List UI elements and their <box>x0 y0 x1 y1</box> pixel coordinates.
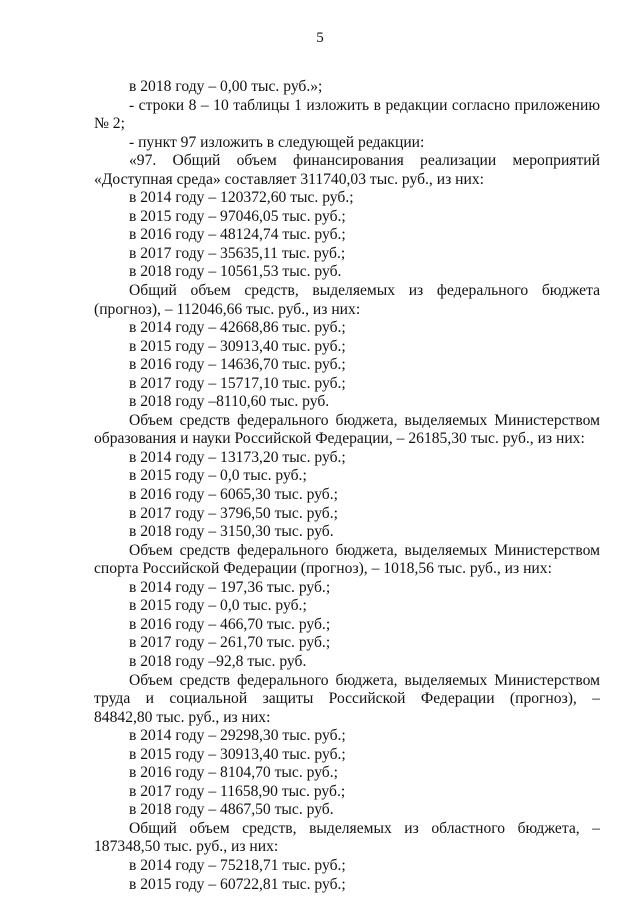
text-line: Общий объем средств, выделяемых из областного бюджета, – <box>129 819 600 837</box>
text-line: в 2018 году – 0,00 тыс. руб.»; <box>129 78 323 95</box>
text-line: в 2014 году – 120372,60 тыс. руб.; <box>129 189 354 207</box>
text-line: «97. Общий объем финансирования реализации мероприятий <box>129 152 600 170</box>
text-line: в 2018 году – 10561,53 тыс. руб. <box>129 263 342 281</box>
text-line: «Доступная среда» составляет 311740,03 тыс. руб., из них: <box>94 170 484 188</box>
text-line: в 2015 году – 60722,81 тыс. руб.; <box>129 875 346 893</box>
text-line: в 2014 году – 42668,86 тыс. руб.; <box>129 319 346 337</box>
text-line: в 2014 году – 197,36 тыс. руб.; <box>129 578 331 596</box>
text-line: в 2014 году – 75218,71 тыс. руб.; <box>129 856 346 874</box>
text-line: - пункт 97 изложить в следующей редакции: <box>129 133 425 151</box>
text-line: в 2015 году – 97046,05 тыс. руб.; <box>129 207 346 225</box>
text-line: 187348,50 тыс. руб., из них: <box>94 838 279 856</box>
text-line: в 2016 году – 48124,74 тыс. руб.; <box>129 226 346 244</box>
text-line: Общий объем средств, выделяемых из федерального бюджета <box>129 282 600 300</box>
text-line: образования и науки Российской Федерации, – 26185,30 тыс. руб., из них: <box>94 430 585 448</box>
text-line: в 2015 году – 0,0 тыс. руб.; <box>129 467 307 485</box>
text-line: в 2018 году – 4867,50 тыс. руб. <box>129 801 334 819</box>
text-line: в 2017 году – 3796,50 тыс. руб.; <box>129 504 338 522</box>
text-line: в 2014 году – 29298,30 тыс. руб.; <box>129 727 346 745</box>
text-line: в 2016 году – 8104,70 тыс. руб.; <box>129 764 338 782</box>
text-line: в 2016 году – 14636,70 тыс. руб.; <box>129 356 346 374</box>
text-line: в 2016 году – 466,70 тыс. руб.; <box>129 615 331 633</box>
text-line: в 2014 году – 13173,20 тыс. руб.; <box>129 448 346 466</box>
text-line: в 2016 году – 6065,30 тыс. руб.; <box>129 486 338 504</box>
text-line: в 2017 году – 261,70 тыс. руб.; <box>129 634 331 652</box>
text-line: Объем средств федерального бюджета, выделяемых Министерством <box>129 671 600 689</box>
text-line: спорта Российской Федерации (прогноз), – 1018,56 тыс. руб., из них: <box>94 560 552 578</box>
text-line: № 2; <box>94 115 125 133</box>
document-body <box>94 78 600 894</box>
text-line: 84842,80 тыс. руб., из них: <box>94 708 271 726</box>
text-line: в 2018 году –92,8 тыс. руб. <box>129 652 307 670</box>
text-line: в 2018 году – 3150,30 тыс. руб. <box>129 523 334 541</box>
text-line: в 2015 году – 0,0 тыс. руб.; <box>129 597 307 615</box>
text-line: в 2017 году – 35635,11 тыс. руб.; <box>129 244 346 262</box>
text-line: (прогноз), – 112046,66 тыс. руб., из них: <box>94 300 361 318</box>
text-line: в 2017 году – 15717,10 тыс. руб.; <box>129 374 346 392</box>
text-line: Объем средств федерального бюджета, выделяемых Министерством <box>129 541 600 559</box>
text-line: Объем средств федерального бюджета, выделяемых Министерством <box>129 411 600 429</box>
text-line: в 2018 году –8110,60 тыс. руб. <box>129 393 330 411</box>
text-line: труда и социальной защиты Российской Федерации (прогноз), – <box>94 690 600 708</box>
text-line: в 2015 году – 30913,40 тыс. руб.; <box>129 337 346 355</box>
text-line: - строки 8 – 10 таблицы 1 изложить в редакции согласно приложению <box>129 96 600 114</box>
text-line: в 2015 году – 30913,40 тыс. руб.; <box>129 745 346 763</box>
text-line: в 2017 году – 11658,90 тыс. руб.; <box>129 782 346 800</box>
page-number: 5 <box>316 30 324 46</box>
